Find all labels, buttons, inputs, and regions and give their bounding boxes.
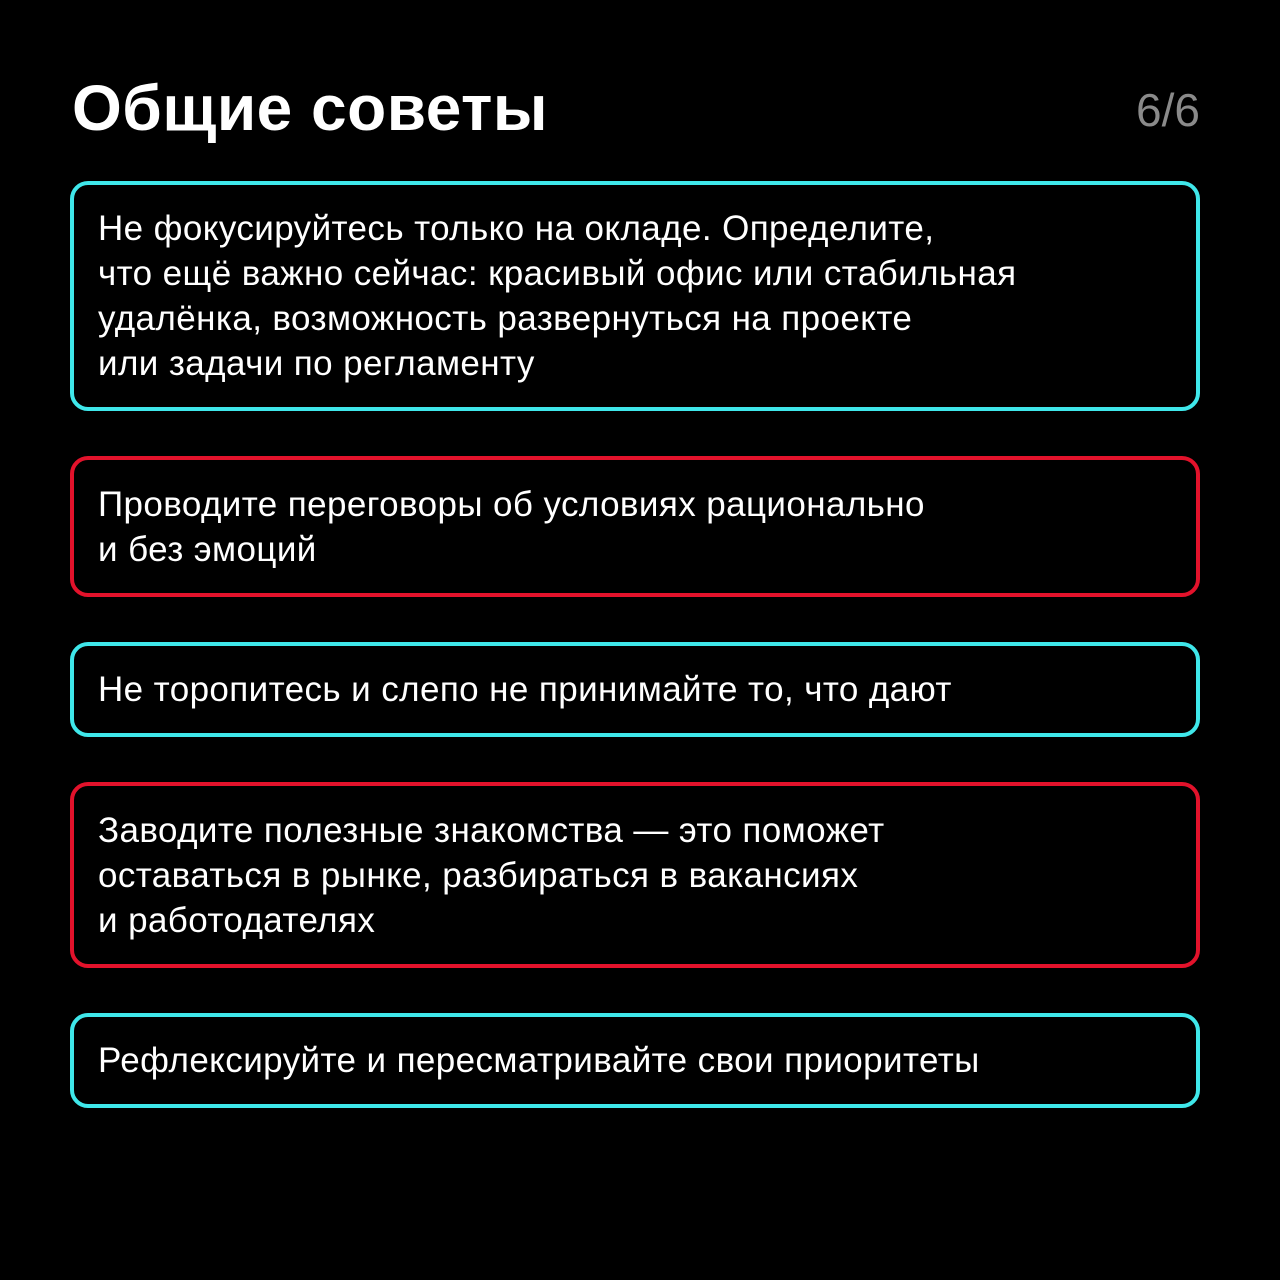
page-title: Общие советы: [72, 72, 548, 144]
tip-text: Не торопитесь и слепо не принимайте то, что дают: [98, 670, 952, 709]
tip-card-salary: [70, 181, 1200, 411]
tip-text: Заводите полезные знакомства — это поможет оставаться в рынке, разбираться в вакансиях и работодателях: [98, 810, 885, 940]
page-counter: 6/6: [1136, 84, 1200, 136]
tip-text: Рефлексируйте и пересматривайте свои приоритеты: [98, 1041, 980, 1080]
tip-text: Проводите переговоры об условиях рационально и без эмоций: [98, 484, 925, 569]
tip-card-negotiation: [70, 456, 1200, 597]
tip-card-reflection: [70, 1013, 1200, 1108]
tip-card-no-rush: [70, 642, 1200, 737]
tip-card-networking: [70, 782, 1200, 968]
tip-text: Не фокусируйтесь только на окладе. Определите, что ещё важно сейчас: красивый офис или стабильная удалёнка, возможность развернуться на проекте или задачи по регламенту: [98, 209, 1017, 383]
